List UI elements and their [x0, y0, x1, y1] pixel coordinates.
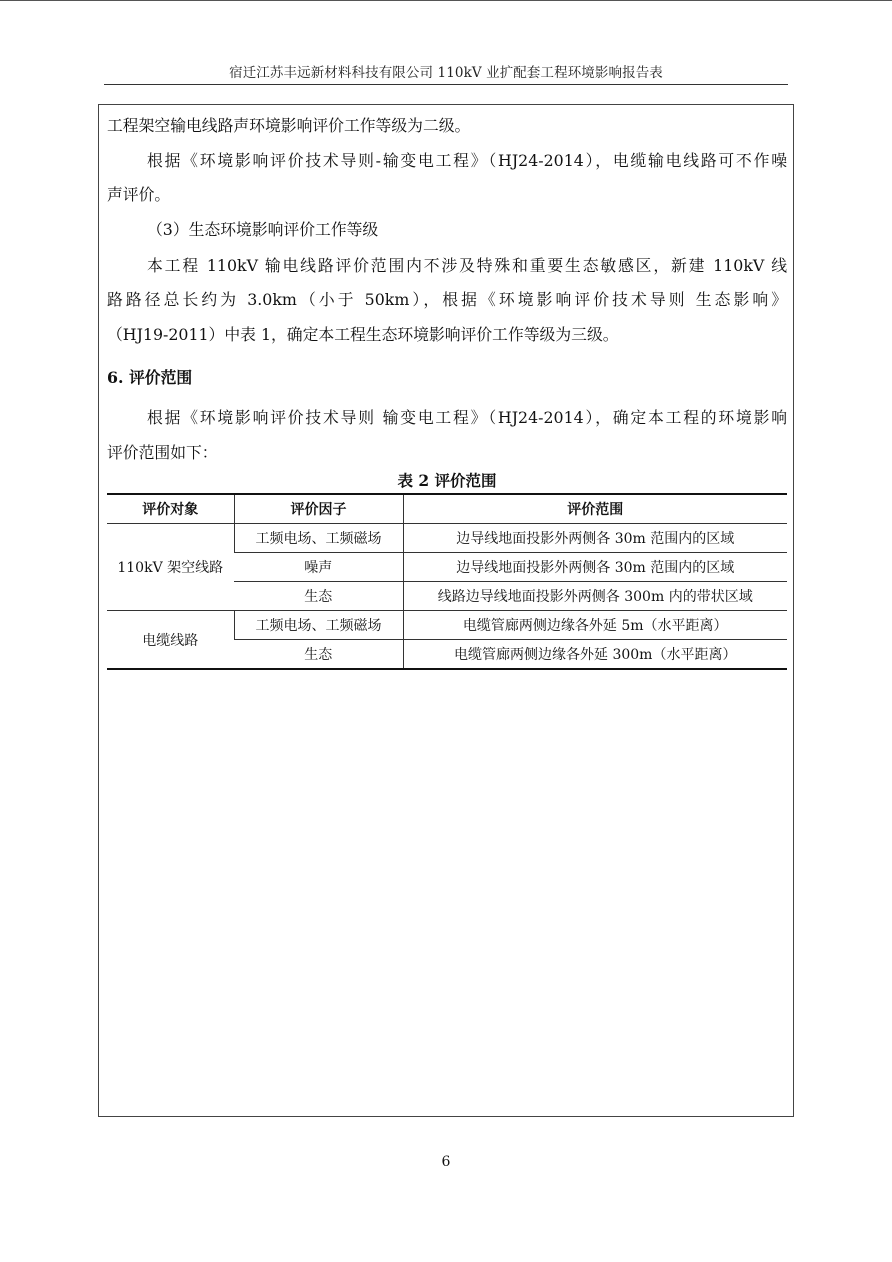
page-top-border — [0, 0, 892, 1]
table-header-row — [107, 494, 787, 524]
scope-cell: 边导线地面投影外两侧各 30m 范围内的区域 — [403, 524, 787, 553]
table-row — [107, 611, 787, 640]
paragraph-line: 本工程 110kV 输电线路评价范围内不涉及特殊和重要生态敏感区，新建 110kV 线 — [147, 256, 787, 275]
paragraph-line: 根据《环境影响评价技术导则-输变电工程》（HJ24-2014），电缆输电线路可不作噪 — [147, 151, 787, 170]
factor-cell: 噪声 — [234, 553, 403, 582]
object-cell: 110kV 架空线路 — [107, 524, 234, 611]
paragraph-line: 根据《环境影响评价技术导则 输变电工程》（HJ24-2014），确定本工程的环境影响 — [147, 408, 787, 427]
running-header: 宿迁江苏丰远新材料科技有限公司 110kV 业扩配套工程环境影响报告表 — [229, 65, 663, 81]
scope-cell: 线路边导线地面投影外两侧各 300m 内的带状区域 — [403, 582, 787, 611]
factor-cell: 工频电场、工频磁场 — [234, 611, 403, 640]
header-cell: 评价对象 — [107, 494, 234, 524]
header-rule — [104, 84, 788, 85]
header-cell: 评价因子 — [234, 494, 403, 524]
paragraph-line: （HJ19-2011）中表 1，确定本工程生态环境影响评价工作等级为三级。 — [107, 325, 619, 344]
object-cell: 电缆线路 — [107, 611, 234, 670]
page-number: 6 — [441, 1154, 451, 1170]
factor-cell: 生态 — [234, 582, 403, 611]
factor-cell: 工频电场、工频磁场 — [234, 524, 403, 553]
table-row — [107, 524, 787, 553]
evaluation-scope-table — [107, 493, 787, 670]
table-caption: 表 2 评价范围 — [397, 471, 497, 490]
paragraph-line: 路路径总长约为 3.0km（小于 50km），根据《环境影响评价技术导则 生态影响》 — [107, 290, 787, 309]
scope-cell: 电缆管廊两侧边缘各外延 5m（水平距离） — [403, 611, 787, 640]
paragraph-line: 工程架空输电线路声环境影响评价工作等级为二级。 — [107, 116, 471, 135]
scope-cell: 电缆管廊两侧边缘各外延 300m（水平距离） — [403, 640, 787, 670]
section-heading: 6. 评价范围 — [107, 368, 193, 387]
paragraph-line: 评价范围如下： — [107, 443, 218, 462]
paragraph-line: 声评价。 — [107, 185, 171, 204]
factor-cell: 生态 — [234, 640, 403, 670]
header-cell: 评价范围 — [403, 494, 787, 524]
scope-cell: 边导线地面投影外两侧各 30m 范围内的区域 — [403, 553, 787, 582]
subheading: （3）生态环境影响评价工作等级 — [147, 220, 379, 239]
